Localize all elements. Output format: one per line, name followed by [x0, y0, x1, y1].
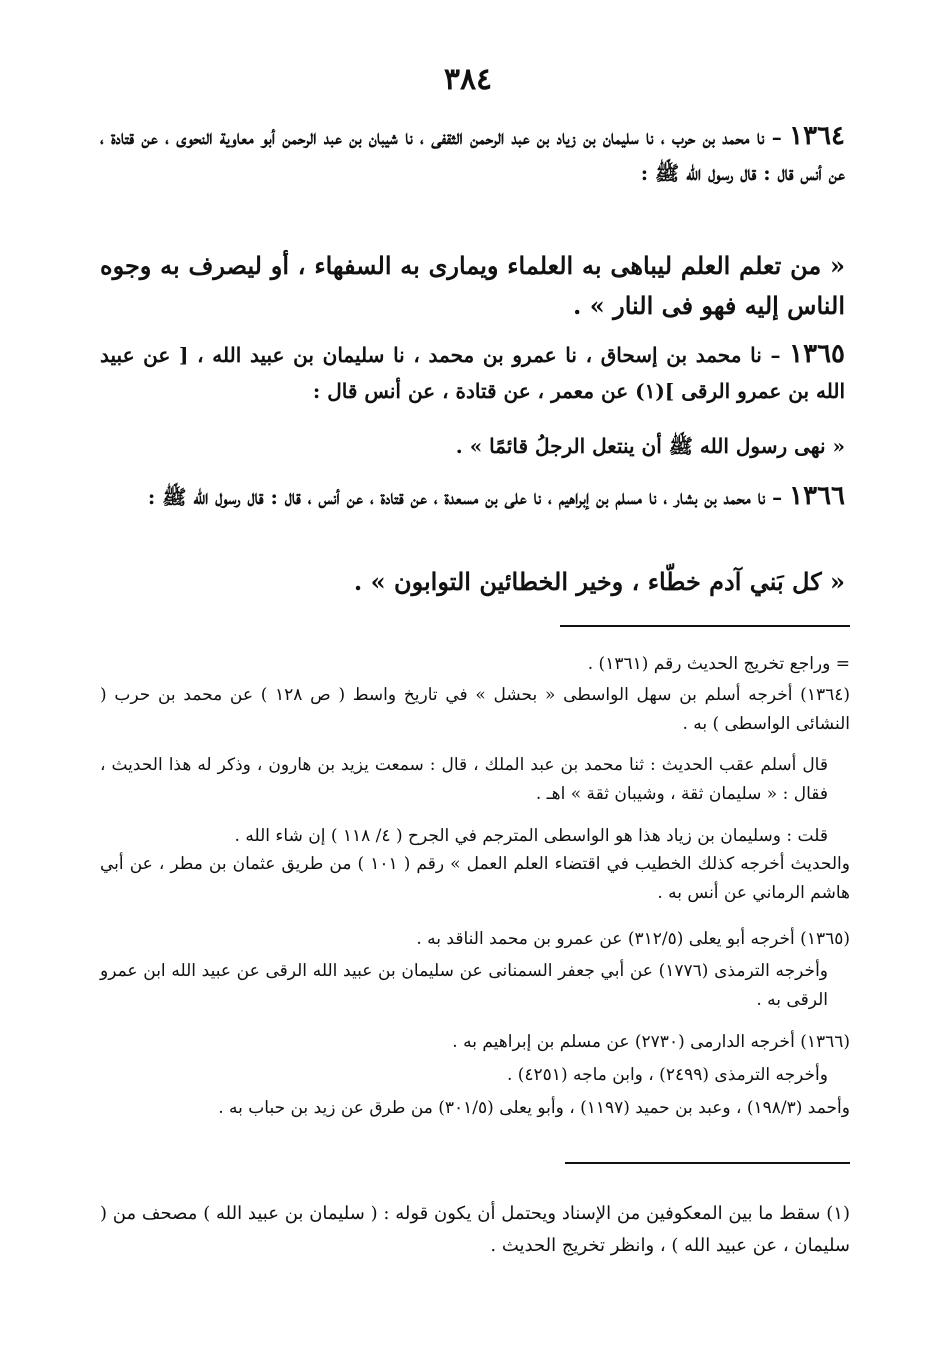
hadith-1364-isnad — [100, 118, 845, 191]
takhrij-note: وأخرجه الترمذى (١٧٧٦) عن أبي جعفر السمنانى عن سليمان بن عبيد الله الرقى عن عبيد الله ابن عمرو الرقى به . — [100, 961, 828, 1010]
takhrij-note: = وراجع تخريج الحديث رقم (١٣٦١) . — [587, 654, 850, 674]
takhrij-note: قال أسلم عقب الحديث : ثنا محمد بن عبد الملك ، قال : سمعت يزيد بن هارون ، وذكر له هذا الحديث ، فقال : « سليمان ثقة ، وشيبان ثقة » اهـ . — [100, 755, 828, 804]
hadith-1365-isnad — [100, 336, 845, 409]
hadith-number: ١٣٦٤ — [789, 121, 846, 151]
hadith-1366-matn: « كل بَني آدم خطّاء ، وخير الخطائين التوابون » . — [353, 567, 845, 596]
hadith-number: ١٣٦٥ — [789, 339, 845, 369]
takhrij-note: (١٣٦٥) أخرجه أبو يعلى (٣١٢/٥) عن عمرو بن محمد الناقد به . — [416, 929, 850, 949]
isnad-text: – نا محمد بن حرب ، نا سليمان بن زياد بن عبد الرحمن الثقفى ، نا شيبان بن عبد الرحمن أبو معاوية النحوى ، عن قتادة ، عن أنس قال : قال رسول الله ﷺ : — [100, 125, 845, 185]
takhrij-note: (١٣٦٦) أخرجه الدارمى (٢٧٣٠) عن مسلم بن إبراهيم به . — [452, 1032, 850, 1052]
hadith-number: ١٣٦٦ — [789, 481, 845, 511]
page-number: ٣٨٤ — [443, 62, 493, 97]
footnote-separator — [565, 1162, 850, 1164]
isnad-text: – نا محمد بن بشار ، نا مسلم بن إبراهيم ، نا على بن مسعدة ، عن قتادة ، عن أنس ، قال : قال رسول الله ﷺ : — [147, 485, 783, 509]
takhrij-note: قلت : وسليمان بن زياد هذا هو الواسطى المترجم في الجرح ( ٤/ ١١٨ ) إن شاء الله . — [234, 826, 828, 846]
footnote: (١) سقط ما بين المعكوفين من الإسناد ويحتمل أن يكون قوله : ( سليمان بن عبيد الله ) مصحف من ( سليمان ، عن عبيد الله ) ، وانظر تخريج الحديث . — [100, 1203, 850, 1256]
takhrij-note: وأحمد (١٩٨/٣) ، وعبد بن حميد (١١٩٧) ، وأبو يعلى (٣٠١/٥) من طرق عن زيد بن حباب به . — [218, 1098, 850, 1118]
isnad-text: – نا محمد بن إسحاق ، نا عمرو بن محمد ، نا سليمان بن عبيد الله ، [ عن عبيد الله بن عمرو الرقى ](١) عن معمر ، عن قتادة ، عن أنس قال : — [100, 343, 845, 403]
takhrij-note: وأخرجه الترمذى (٢٤٩٩) ، وابن ماجه (٤٢٥١) . — [506, 1065, 828, 1085]
takhrij-note: والحديث أخرجه كذلك الخطيب في اقتضاء العلم العمل » رقم ( ١٠١ ) من طريق عثمان بن مطر ، عن أبي هاشم الرماني عن أنس به . — [100, 854, 850, 903]
hadith-1365-matn: « نهى رسول الله ﷺ أن ينتعل الرجلُ قائمًا » . — [455, 434, 845, 458]
takhrij-note: (١٣٦٤) أخرجه أسلم بن سهل الواسطى « بحشل » في تاريخ واسط ( ص ١٢٨ ) عن محمد بن حرب ( النشائى الواسطى ) به . — [100, 685, 850, 734]
hadith-1364-matn: « من تعلم العلم ليباهى به العلماء ويمارى به السفهاء ، أو ليصرف به وجوه الناس إليه فهو فى النار » . — [100, 251, 845, 320]
notes-separator — [560, 625, 850, 627]
hadith-1366-isnad — [100, 478, 845, 515]
